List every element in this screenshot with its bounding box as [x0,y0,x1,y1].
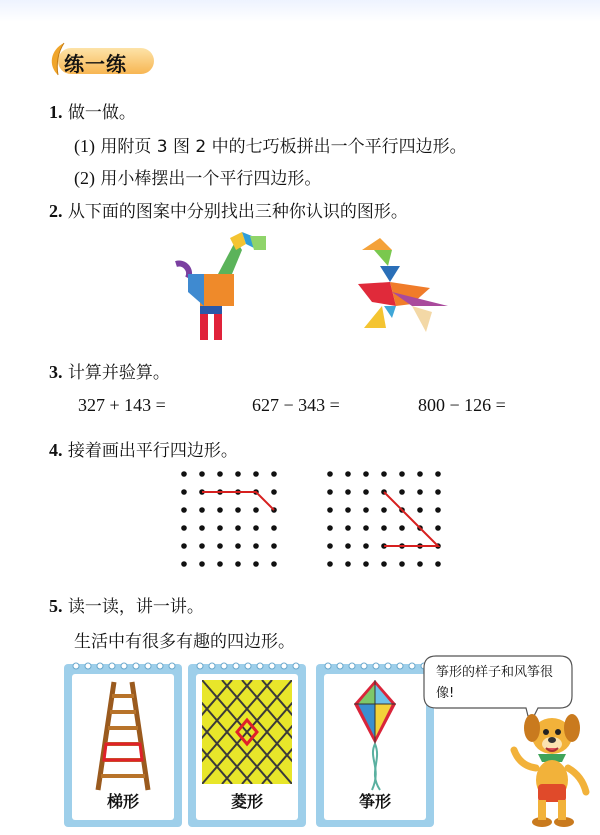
grid-dot [345,489,351,495]
calc-problem-2: 627 − 343 = [252,395,340,415]
partial-parallelogram-right [384,492,438,546]
q5-sentence: 生活中有很多有趣的四边形。 [74,632,295,652]
grid-dot [199,471,205,477]
grid-dot [235,525,241,531]
grid-dot [235,507,241,513]
q1-number: 1. [49,102,63,122]
q1-sub1 [74,132,467,157]
q3-number: 3. [49,362,63,382]
q4-number: 4. [49,440,63,460]
grid-dot [381,507,387,513]
grid-dot [253,507,259,513]
rhombus-lattice-icon [202,680,292,784]
grid-dot [217,471,223,477]
grid-dot [217,507,223,513]
grid-dot [181,561,187,567]
grid-dot [399,561,405,567]
grid-dot [271,525,277,531]
bird-body-red [358,282,396,306]
grid-dot [345,507,351,513]
dot-grid-left [180,466,288,570]
q4-line [49,436,238,461]
card-kite-label: 筝形 [358,792,391,811]
grid-dot [235,543,241,549]
grid-dot [417,489,423,495]
horse-rump [188,274,204,306]
grid-dot [327,471,333,477]
bird-head [374,250,392,266]
speech-bubble [422,654,574,710]
horse-belly [200,306,222,314]
grid-dot [253,561,259,567]
grid-dots [327,471,441,567]
grid-dot [363,561,369,567]
dot-grid-right [320,466,448,570]
bird-beak [362,238,392,250]
grid-dot [345,543,351,549]
grid-dot [181,507,187,513]
q1-text: 做一做。 [67,103,136,123]
grid-dot [345,471,351,477]
bird-leg-blue [384,306,396,318]
ladder-icon [90,680,156,792]
grid-dot [199,543,205,549]
section-title [44,40,152,80]
binder-rings [70,661,176,671]
grid-dot [363,507,369,513]
grid-dot [345,525,351,531]
grid-dots [181,471,277,567]
bird-foot-yellow [364,306,386,328]
grid-dot [435,507,441,513]
q1-sub2-text: 用小棒摆出一个平行四边形。 [100,169,322,189]
horse-tail [176,264,189,278]
q5-text: 读一读，讲一讲。 [67,597,204,617]
card-rhombus [188,664,306,827]
grid-dot [217,525,223,531]
grid-dot [363,543,369,549]
grid-dot [199,507,205,513]
q5-number: 5. [49,596,63,616]
grid-dot [181,471,187,477]
card-trapezoid-label: 梯形 [106,792,139,811]
calc-problem-1: 327 + 143 = [78,395,166,415]
q1-sub2 [74,164,321,189]
grid-dot [363,525,369,531]
grid-dot [217,543,223,549]
grid-dot [417,561,423,567]
card-trapezoid-inner [72,674,174,820]
grid-dot [181,525,187,531]
binder-rings [194,661,300,671]
grid-dot [327,489,333,495]
grid-dot [435,525,441,531]
q2-line [49,197,408,222]
grid-dot [253,543,259,549]
grid-dot [399,525,405,531]
grid-dot [435,561,441,567]
grid-dot [199,561,205,567]
q1-sub1-text: 用附页 3 图 2 中的七巧板拼出一个平行四边形。 [100,137,467,157]
bird-neck [380,266,400,282]
card-rhombus-label: 菱形 [230,792,263,811]
q1-sub2-number: (2) [74,168,95,188]
grid-dot [399,471,405,477]
grid-dot [271,543,277,549]
grid-dot [435,489,441,495]
grid-dot [399,489,405,495]
grid-dot [271,489,277,495]
q4-text: 接着画出平行四边形。 [67,441,238,461]
horse-snout [250,236,266,250]
grid-dot [327,543,333,549]
q2-number: 2. [49,201,63,221]
q3-line [49,358,170,383]
grid-dot [271,561,277,567]
grid-dot [235,471,241,477]
tangram-bird-figure [352,236,452,336]
grid-dot [345,561,351,567]
q5-line [49,592,204,617]
calc-problem-3: 800 − 126 = [418,395,506,415]
grid-dot [217,561,223,567]
top-band [0,0,600,22]
speech-bubble-text: 筝形的样子和风筝很像! [436,665,554,701]
q3-text: 计算并验算。 [67,363,170,383]
grid-dot [363,471,369,477]
grid-dot [253,471,259,477]
grid-dot [181,489,187,495]
grid-dot [381,561,387,567]
grid-dot [235,561,241,567]
grid-dot [181,543,187,549]
kite-icon [338,678,412,792]
section-title-text: 练一练 [64,52,127,76]
grid-dot [327,525,333,531]
grid-dot [327,561,333,567]
q1-sub1-number: (1) [74,136,95,156]
grid-dot [435,471,441,477]
grid-dot [253,525,259,531]
grid-dot [327,507,333,513]
grid-dot [417,471,423,477]
grid-dot [199,525,205,531]
horse-body-orange [200,274,234,306]
tangram-horse-figure [170,230,270,345]
q1-line [49,98,136,123]
grid-dot [363,489,369,495]
cartoon-dog-mascot [508,706,594,830]
card-trapezoid [64,664,182,827]
card-kite-inner [324,674,426,820]
card-kite [316,664,434,827]
q2-text: 从下面的图案中分别找出三种你认识的图形。 [67,202,408,222]
grid-dot [381,471,387,477]
binder-rings [322,661,428,671]
grid-dot [381,525,387,531]
grid-dot [417,507,423,513]
card-rhombus-inner [196,674,298,820]
bird-foot-pale [412,306,432,332]
grid-dot [271,471,277,477]
